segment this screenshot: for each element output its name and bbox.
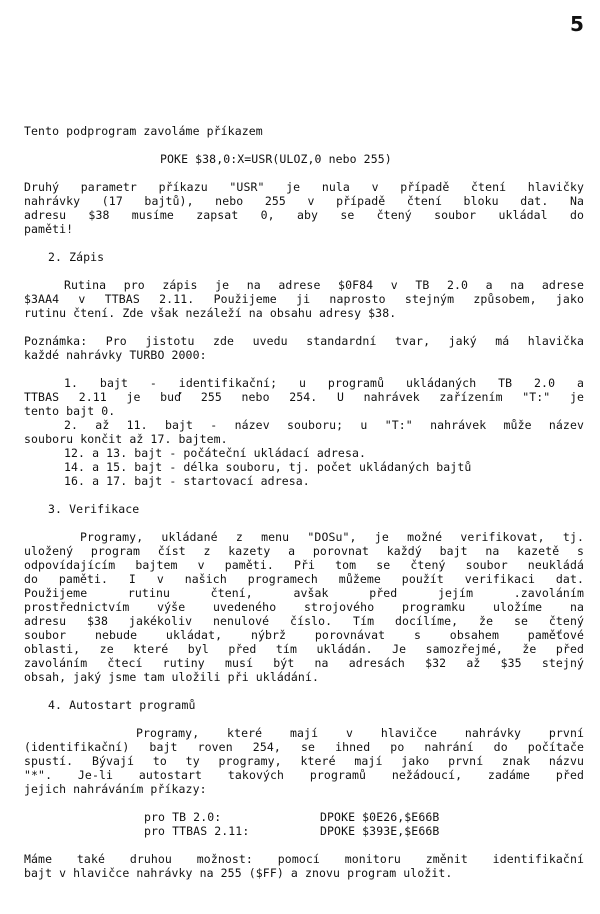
text-line: Rutina pro zápis je na adrese $0F84 v TB 2.0 a na adrese	[64, 278, 584, 292]
text-line: paměti!	[24, 222, 74, 236]
text-line: soubor nebude ukládat, nýbrž porovnávat s obsahem paměťové	[24, 628, 584, 642]
text-line: Druhý parametr příkazu "USR" je nula v případě čtení hlavičky	[24, 180, 584, 194]
text-line: 4. Autostart programů	[48, 698, 196, 712]
text-line: oblasti, ze které byl před tím ukládán. Je samozřejmé, že před	[24, 642, 584, 656]
text-line: 2. Zápis	[48, 250, 105, 264]
text-line: adresu $38 musíme zapsat 0, aby se čtený soubor ukládal do	[24, 208, 584, 222]
command-code: DPOKE $393E,$E66B	[320, 824, 440, 838]
text-line: Použijeme rutinu čtení, avšak před jejím .zavoláním	[24, 586, 584, 600]
text-line: Poznámka: Pro jistotu zde uvedu standardní tvar, jaký má hlavička	[24, 334, 584, 348]
text-line: rutinu čtení. Zde však nezáleží na obsahu adresy $38.	[24, 306, 397, 320]
text-line: zavoláním čtecí rutiny musí být na adresách $32 až $35 stejný	[24, 656, 584, 670]
text-line: odpovídajícím bajtem v paměti. Při tom se čtený soubor neukládá	[24, 558, 584, 572]
command-label: pro TB 2.0:	[144, 810, 222, 824]
text-line: nahrávky (17 bajtů), nebo 255 v případě čtení bloku dat. Na	[24, 194, 584, 208]
text-line: POKE $38,0:X=USR(ULOZ,0 nebo 255)	[160, 152, 392, 166]
page-number: 5	[569, 12, 584, 36]
text-line: jejich nahráváním příkazy:	[24, 782, 207, 796]
text-line: 1. bajt - identifikační; u programů ukládaných TB 2.0 a	[64, 376, 584, 390]
text-line: 16. a 17. bajt - startovací adresa.	[64, 474, 310, 488]
text-line: prostřednictvím výše uvedeného strojového programku uložíme na	[24, 600, 584, 614]
text-line: 12. a 13. bajt - počáteční ukládací adresa.	[64, 446, 367, 460]
text-line: 14. a 15. bajt - délka souboru, tj. počet ukládaných bajtů	[64, 460, 472, 474]
text-line: (identifikační) bajt roven 254, se ihned po nahrání do počítače	[24, 740, 584, 754]
text-line: uložený program číst z kazety a porovnat každý bajt na kazetě s	[24, 544, 584, 558]
text-line: TTBAS 2.11 je buď 255 nebo 254. U nahrávek zařízením "T:" je	[24, 390, 584, 404]
text-line: každé nahrávky TURBO 2000:	[24, 348, 207, 362]
text-line: obsah, jaký jsme tam uložili při ukládání.	[24, 670, 319, 684]
text-line: do paměti. I v našich programech můžeme použít verifikaci dat.	[24, 572, 584, 586]
text-line: adresu $38 jakékoliv nenulové číslo. Tím docílíme, že se čtený	[24, 614, 584, 628]
text-line: tento bajt 0.	[24, 404, 116, 418]
text-line: 2. až 11. bajt - název souboru; u "T:" nahrávek může název	[64, 418, 584, 432]
text-line: 3. Verifikace	[48, 502, 140, 516]
command-code: DPOKE $0E26,$E66B	[320, 810, 440, 824]
text-line: bajt v hlavičce nahrávky na 255 ($FF) a znovu program uložit.	[24, 866, 453, 880]
command-label: pro TTBAS 2.11:	[144, 824, 250, 838]
text-line: Máme také druhou možnost: pomocí monitoru změnit identifikační	[24, 852, 584, 866]
text-line: $3AA4 v TTBAS 2.11. Použijeme ji naprosto stejným způsobem, jako	[24, 292, 584, 306]
text-line: Programy, které mají v hlavičce nahrávky první	[136, 726, 584, 740]
text-line: Programy, ukládané z menu "DOSu", je možné verifikovat, tj.	[80, 530, 584, 544]
text-line: "*". Je-li autostart takových programů nežádoucí, zadáme před	[24, 768, 584, 782]
text-line: souboru končit až 17. bajtem.	[24, 432, 228, 446]
text-line: spustí. Bývají to ty programy, které mají jako první znak názvu	[24, 754, 584, 768]
text-line: Tento podprogram zavoláme příkazem	[24, 124, 263, 138]
